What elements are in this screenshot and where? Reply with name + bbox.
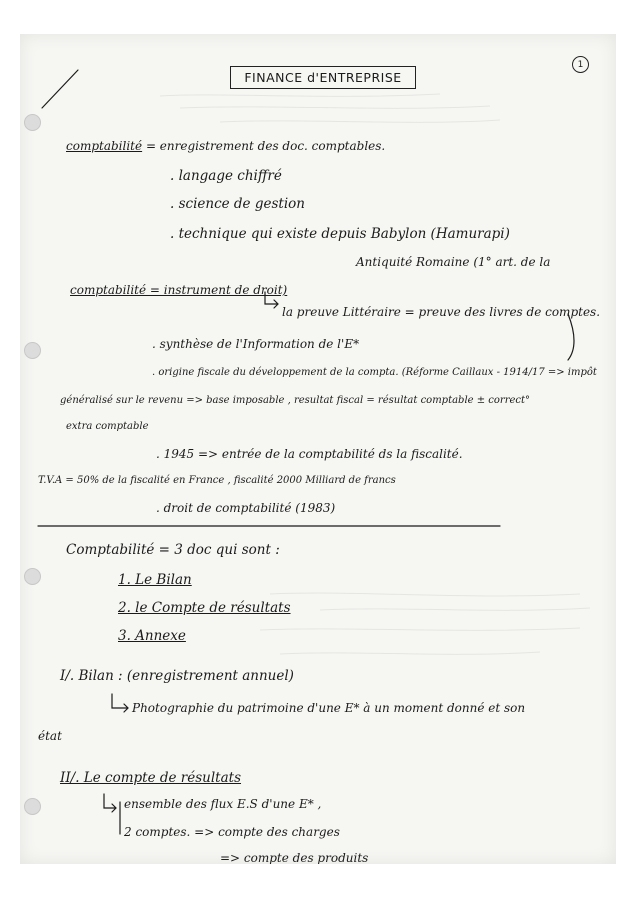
line-annexe: 3. Annexe [118,628,186,644]
arrow-icon-bilan [112,694,128,712]
line-extra-comptable: extra comptable [66,421,149,432]
line-comptabilite-label [66,140,385,152]
scanned-page [20,34,616,864]
line-antiquite-romaine: Antiquité Romaine (1° art. de la [356,255,551,269]
page-number: 1 [577,59,584,70]
corner-slash [42,70,78,108]
line-etat: état [38,729,62,743]
comptabilite-label: comptabilité [66,139,143,153]
line-compte-produits: => compte des produits [220,851,369,864]
page-title-text: FINANCE d'ENTREPRISE [244,70,402,85]
bracket-icon [104,794,116,812]
line-generalise-revenu: généralisé sur le revenu => base imposable , resultat fiscal = résultat comptable ± correct° [60,395,531,406]
line-tva: T.V.A = 50% de la fiscalité en France , fiscalité 2000 Milliard de francs [38,475,396,486]
line-preuve-litteraire: la preuve Littéraire = preuve des livres de comptes. [282,305,601,319]
line-compte-resultats: 2. le Compte de résultats [118,600,291,616]
line-bilan-heading: I/. Bilan : (enregistrement annuel) [60,668,294,684]
line-compte-resultats-heading: II/. Le compte de résultats [60,770,242,786]
line-science-gestion: . science de gestion [170,196,305,212]
line-instrument-droit: comptabilité = instrument de droit) [70,283,288,297]
line-ensemble-flux: ensemble des flux E.S d'une E* , [124,797,322,811]
comptabilite-definition: = enregistrement des doc. comptables. [145,139,386,153]
line-le-bilan: 1. Le Bilan [118,572,192,588]
line-technique-babylon: . technique qui existe depuis Babylon (Hamurapi) [170,226,510,242]
page-title [230,66,416,89]
line-origine-fiscale: . origine fiscale du développement de la compta. (Réforme Caillaux - 1914/17 => impôt [152,367,597,378]
page-number-badge [572,56,589,73]
line-1945: . 1945 => entrée de la comptabilité ds la fiscalité. [156,447,463,461]
line-synthese-information: . synthèse de l'Information de l'E* [152,337,360,351]
line-deux-comptes: 2 comptes. => compte des charges [124,825,340,839]
line-langage-chiffre: . langage chiffré [170,168,282,184]
line-trois-documents: Comptabilité = 3 doc qui sont : [66,542,280,558]
line-photographie: Photographie du patrimoine d'une E* à un moment donné et son [132,701,526,715]
line-droit-comptabilite: . droit de comptabilité (1983) [156,501,336,515]
